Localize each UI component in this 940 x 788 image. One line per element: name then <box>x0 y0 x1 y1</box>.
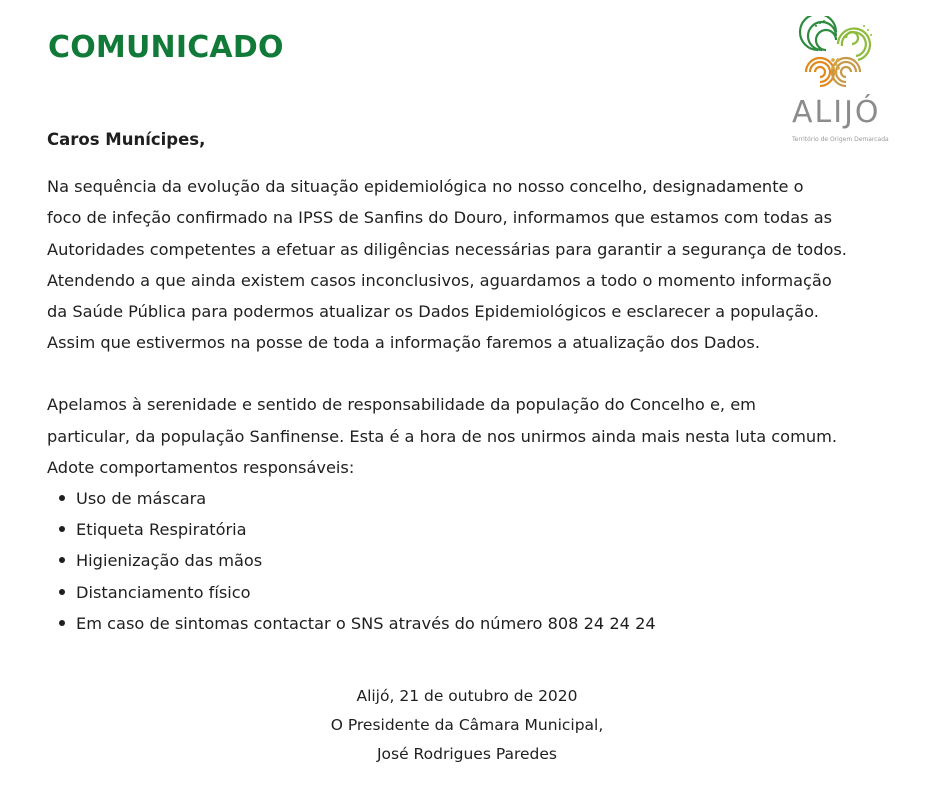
paragraph-line: Atendendo a que ainda existem casos inconclusivos, aguardamos a todo o momento informação <box>47 270 832 290</box>
list-item: Etiqueta Respiratória <box>57 514 907 545</box>
bullet-icon <box>59 589 65 595</box>
signature-block <box>0 682 934 769</box>
bullet-icon <box>59 526 65 532</box>
bullet-icon <box>59 620 65 626</box>
logo-wordmark: ALIJÓ <box>792 95 881 130</box>
paragraph-line: Assim que estivermos na posse de toda a informação faremos a atualização dos Dados. <box>47 333 761 353</box>
paragraph-spacer <box>47 358 907 389</box>
paragraph-line: Na sequência da evolução da situação epidemiológica no nosso concelho, designadamente o <box>47 177 804 197</box>
paragraph-line: Autoridades competentes a efetuar as diligências necessárias para garantir a segurança de todos. <box>47 239 847 259</box>
page-title: COMUNICADO <box>48 30 284 65</box>
recommendations-list <box>47 483 907 639</box>
list-item: Higienização das mãos <box>57 545 907 576</box>
paragraph-1 <box>47 171 907 358</box>
bullet-icon <box>59 557 65 563</box>
paragraph-line: da Saúde Pública para podermos atualizar os Dados Epidemiológicos e esclarecer a população. <box>47 302 819 322</box>
paragraph-line: foco de infeção confirmado na IPSS de Sanfins do Douro, informamos que estamos com todas as <box>47 208 833 228</box>
signer-name: José Rodrigues Paredes <box>376 745 558 763</box>
communique-body <box>47 124 907 639</box>
list-item: Uso de máscara <box>57 483 907 514</box>
place-date: Alijó, 21 de outubro de 2020 <box>356 687 578 705</box>
paragraph-line: particular, da população Sanfinense. Esta é a hora de nos unirmos ainda mais nesta luta comum. <box>47 426 838 446</box>
bullet-icon <box>59 495 65 501</box>
paragraph-line: Adote comportamentos responsáveis: <box>47 457 355 477</box>
paragraph-2 <box>47 389 907 483</box>
greeting: Caros Munícipes, <box>47 130 206 149</box>
list-item: Distanciamento físico <box>57 577 907 608</box>
signer-role: O Presidente da Câmara Municipal, <box>330 716 604 734</box>
list-item: Em caso de sintomas contactar o SNS através do número 808 24 24 24 <box>57 608 907 639</box>
logo-tagline: Território de Origem Demarcada <box>792 136 889 143</box>
paragraph-line: Apelamos à serenidade e sentido de responsabilidade da população do Concelho e, em <box>47 395 756 415</box>
logo-emblem-icon <box>786 16 898 96</box>
